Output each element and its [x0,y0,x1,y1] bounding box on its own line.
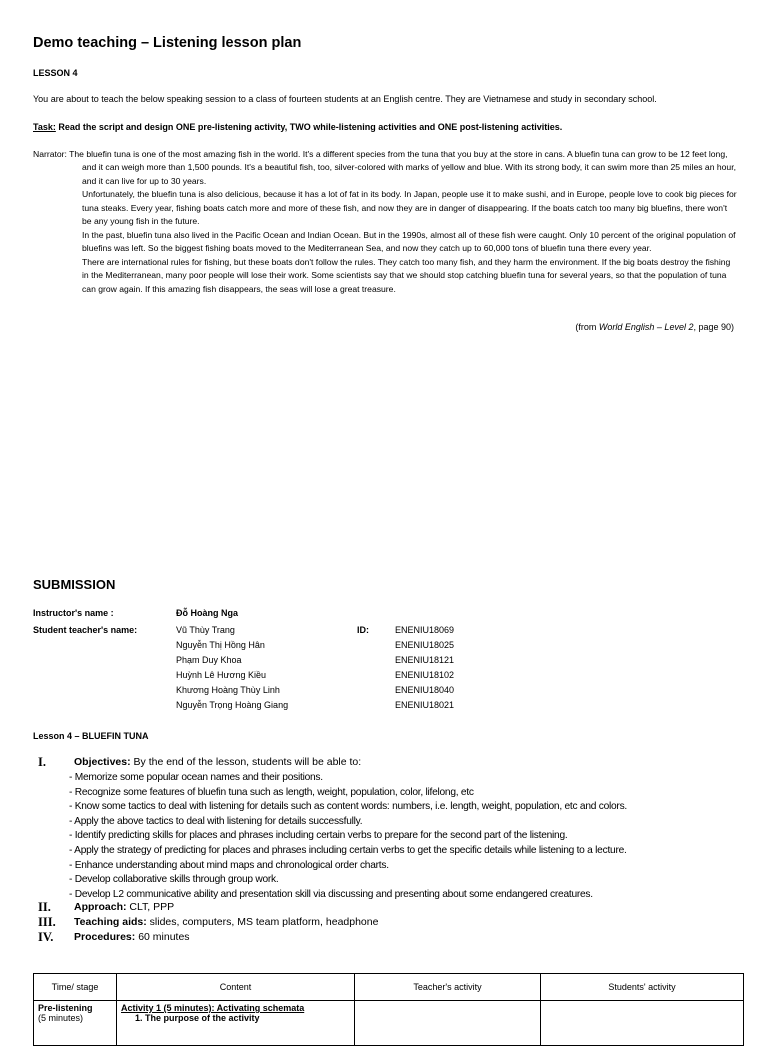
student-id: ENENIU18069 [395,625,455,635]
column-header: Content [117,974,355,1001]
table-row [34,1001,744,1046]
student-name: Khương Hoàng Thùy Linh [176,685,280,695]
table-header-row [34,974,744,1001]
content-cell [117,1001,355,1046]
column-header: Teacher's activity [355,974,541,1001]
section-text: CLT, PPP [126,901,175,913]
student-name: Phạm Duy Khoa [176,655,242,665]
list-item: - Develop collaborative skills through group work. [69,874,279,886]
instructor-name: Đỗ Hoàng Nga [176,608,238,618]
section-text: By the end of the lesson, students will be able to: [130,756,362,768]
section-procedures [74,931,190,943]
list-item: - Memorize some popular ocean names and their positions. [69,772,323,783]
section-label: Teaching aids: [74,916,147,928]
section-objectives [74,756,361,768]
section-teaching-aids [74,916,378,928]
student-name: Nguyễn Trọng Hoàng Giang [176,700,289,710]
student-id: ENENIU18121 [395,655,455,665]
section-label: Approach: [74,901,127,913]
student-id: ENENIU18021 [395,700,455,710]
list-item: - Apply the strategy of predicting for places and phrases including certain verbs to get the specific details while listening to a lecture. [69,844,627,856]
section-approach [74,901,174,913]
list-item: - Enhance understanding about mind maps and chronological order charts. [69,859,389,871]
task-label: Task: [33,122,56,132]
instructor-label: Instructor's name : [33,608,114,618]
student-name: Huỳnh Lê Hương Kiều [176,670,266,680]
stage-name: Pre-listening [38,1003,93,1013]
list-item: - Know some tactics to deal with listening for details such as content words: numbers, i.e. length, weight, population, etc and colors. [69,801,628,813]
page-title: Demo teaching – Listening lesson plan [33,35,302,51]
list-item: - Recognize some features of bluefin tuna such as length, weight, population, color, lifelong, etc [69,786,474,798]
listening-script [33,148,738,296]
column-header: Students' activity [541,974,744,1001]
section-numeral: IV. [38,930,54,944]
submission-heading: SUBMISSION [33,577,116,592]
script-paragraph: There are international rules for fishing, but these boats don't follow the rules. They catch too many fish, and they harm the environment. If the big boats destroy the fishing in the Mediterranean, many poor people will lose their work. Some scientists say that we should stop catching bluefin tuna for several years, so that the population of tuna can grow again. If this amazing fish disappears, the seas will lose a great treasure. [82,256,731,294]
list-item: - Apply the above tactics to deal with listening for details successfully. [69,815,363,827]
lesson-label: LESSON 4 [33,68,78,78]
section-label: Objectives: [74,756,131,768]
objectives-list [69,771,627,902]
lesson-title: Lesson 4 – BLUEFIN TUNA [33,731,149,741]
student-id: ENENIU18102 [395,670,455,680]
script-paragraph: Unfortunately, the bluefin tuna is also delicious, because it has a lot of fat in its body. In Japan, people use it to make sushi, and in Europe, people love to cook big pieces for tuna steaks. Every year, fishing boats catch more and more of these fish, and now they are in danger of disappearing. If the boats catch too many big bluefins, there won't be any young fish in the future. [82,189,737,227]
id-label: ID: [357,625,369,635]
task-text [33,122,562,132]
section-numeral: III. [38,915,56,929]
procedures-table [33,973,744,1046]
activity-title: Activity 1 (5 minutes): Activating schemata [121,1003,305,1013]
student-name: Vũ Thùy Trang [176,625,235,635]
section-text: 60 minutes [135,931,190,943]
section-label: Procedures: [74,931,136,943]
students-activity-cell [541,1001,744,1046]
stage-cell [34,1001,117,1046]
column-header: Time/ stage [34,974,117,1001]
intro-text: You are about to teach the below speaking session to a class of fourteen students at an English centre. They are Vietnamese and study in secondary school. [33,94,657,104]
list-item: - Develop L2 communicative ability and presentation skill via discussing and presenting about some endangered creatures. [69,888,593,900]
citation-book: World English – Level 2 [598,322,694,332]
section-numeral: I. [38,755,46,769]
student-label: Student teacher's name: [33,625,138,635]
script-paragraph: Narrator: The bluefin tuna is one of the most amazing fish in the world. It's a different species from the tuna that you buy at the store in cans. A bluefin tuna can grow to be 12 feet long, and it can weigh more than 1,500 pounds. It's a beautiful fish, too, silver-colored with marks of yellow and blue. With its strong body, it can swim more than 25 miles an hour, and it can live for up to 30 years. [33,149,736,186]
source-citation [575,322,734,332]
stage-time: (5 minutes) [38,1013,84,1023]
activity-subtitle: 1. The purpose of the activity [135,1013,260,1023]
citation-suffix: , page 90) [693,322,734,332]
list-item: - Identify predicting skills for places and phrases including certain verbs to prepare for the second part of the listening. [69,830,568,842]
student-id: ENENIU18025 [395,640,455,650]
student-id: ENENIU18040 [395,685,455,695]
section-numeral: II. [38,900,51,914]
task-description: Read the script and design ONE pre-listening activity, TWO while-listening activities and ONE post-listening activities. [55,122,563,132]
citation-prefix: (from [575,322,599,332]
student-name: Nguyễn Thị Hồng Hân [176,640,265,650]
section-text: slides, computers, MS team platform, headphone [146,916,379,928]
script-paragraph: In the past, bluefin tuna also lived in the Pacific Ocean and Indian Ocean. But in the 1990s, almost all of these fish were caught. Only 10 percent of the original population of bluefins was left. So the biggest fishing boats moved to the Mediterranean Sea, and now they catch up to 60,000 tons of bluefin tuna there every year. [82,229,736,254]
teacher-activity-cell [355,1001,541,1046]
